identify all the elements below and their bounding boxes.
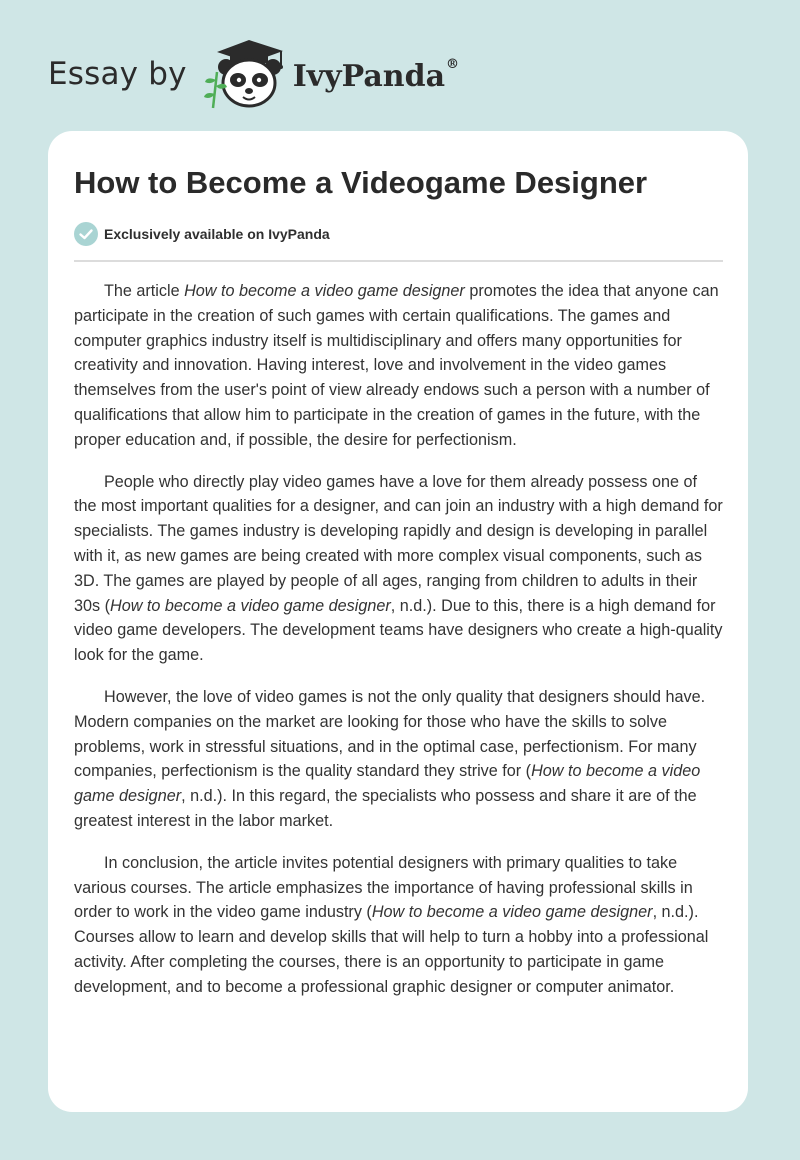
paragraph-text: In conclusion, the article invites potential designers with primary qualities to take various courses. The article emphasizes the importance of having professional skills in order to work in the video game industry (: [74, 853, 693, 922]
registered-mark: ®: [446, 56, 460, 72]
source-title: How to become a video game designer: [74, 762, 701, 806]
source-title: How to become a video game designer: [110, 596, 391, 615]
exclusive-label: Exclusively available on IvyPanda: [104, 226, 330, 242]
paragraph-text: promotes the idea that anyone can participate in the creation of such games with certain qualifications. The games and computer graphics industry itself is multidisciplinary and offers many opportunities for creativity and innovation. Having interest, love and involvement in the video games themselves from the user's point of view already endows such a person with a number of qualifications that allow him to participate in the creation of games in the future, with the proper education and, if possible, the desire for perfectionism.: [74, 282, 719, 449]
paragraph-text: , n.d.). Due to this, there is a high demand for video game developers. The development teams have designers who create a high-quality look for the game.: [74, 596, 723, 665]
panda-graduate-icon[interactable]: [203, 36, 293, 112]
check-circle-icon: [74, 222, 98, 246]
paragraph: [74, 851, 723, 1000]
exclusive-badge: [74, 222, 330, 246]
page-title: How to Become a Videogame Designer: [74, 165, 648, 200]
essay-card: [48, 131, 748, 1112]
paragraph: [74, 470, 723, 668]
source-title: How to become a video game designer: [371, 903, 653, 922]
brand-name[interactable]: IvyPanda®: [292, 56, 460, 94]
paragraph-text: People who directly play video games have a love for them already possess one of the most important qualities for a designer, and can join an industry with a high demand for specialists. The games industry is developing rapidly and design is developing in parallel with it, as new games are being created with more complex visual components, such as 3D. The games are played by people of all ages, ranging from children to adults in their 30s (: [74, 472, 723, 615]
paragraph-text: However, the love of video games is not the only quality that designers should have. Modern companies on the market are looking for those who have the skills to solve problems, work in stressful situations, and in the optimal case, perfectionism. For many companies, perfectionism is the quality standard they strive for (: [74, 687, 706, 781]
paragraph-text: , n.d.). Courses allow to learn and develop skills that will help to turn a hobby into a professional activity. After completing the courses, there is an opportunity to participate in game development, and to become a professional graphic designer or computer animator.: [74, 903, 709, 996]
essay-body: [74, 279, 723, 1017]
paragraph-text: The article: [104, 282, 185, 300]
paragraph-text: , n.d.). In this regard, the specialists who possess and share it are of the greatest interest in the labor market.: [74, 787, 697, 830]
divider: [74, 260, 723, 262]
essay-by-label: Essay by: [48, 56, 187, 92]
paragraph: [74, 279, 723, 453]
paragraph: [74, 685, 723, 834]
source-title: How to become a video game designer: [184, 282, 465, 300]
site-header: [48, 36, 459, 112]
